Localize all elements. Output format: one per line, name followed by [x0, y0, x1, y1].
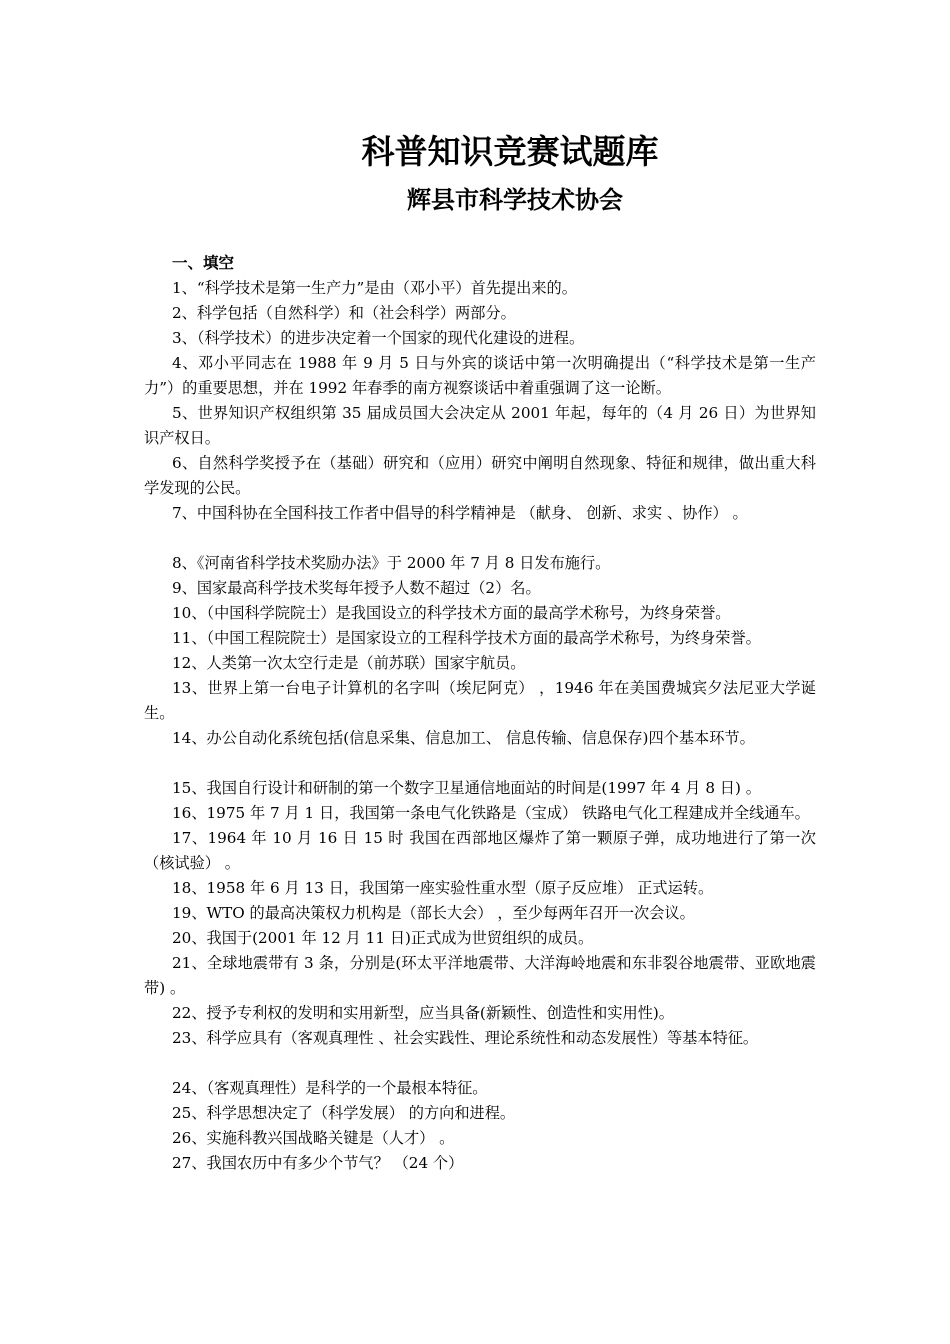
- question-item: 12、人类第一次太空行走是（前苏联）国家宇航员。: [172, 654, 526, 672]
- question-item: 15、我国自行设计和研制的第一个数字卫星通信地面站的时间是(1997 年 4 月 8 日) 。: [172, 779, 761, 797]
- section-heading: 一、填空: [172, 254, 235, 272]
- question-item: 25、科学思想决定了（科学发展） 的方向和进程。: [172, 1104, 516, 1122]
- paragraph-gap: [144, 751, 816, 776]
- document-subtitle: 辉县市科学技术协会: [407, 186, 623, 214]
- paragraph-gap: [144, 526, 816, 551]
- question-item: 2、科学包括（自然科学）和（社会科学）两部分。: [172, 304, 516, 322]
- question-item: 24、（客观真理性）是科学的一个最根本特征。: [172, 1079, 488, 1097]
- question-item: 7、中国科协在全国科技工作者中倡导的科学精神是 （献身、 创新、求实 、协作） 。: [172, 504, 748, 522]
- question-item: 10、（中国科学院院士）是我国设立的科学技术方面的最高学术称号，为终身荣誉。: [172, 604, 731, 622]
- question-item: 19、WTO 的最高决策权力机构是（部长大会） ，至少每两年召开一次会议。: [172, 904, 695, 922]
- question-item: 6、自然科学奖授予在（基础）研究和（应用）研究中阐明自然现象、特征和规律，做出重大科学发现的公民。: [144, 454, 816, 497]
- question-item: 18、1958 年 6 月 13 日，我国第一座实验性重水型（原子反应堆） 正式运转。: [172, 879, 714, 897]
- question-item: 17、1964 年 10 月 16 日 15 时 我国在西部地区爆炸了第一颗原子弹，成功地进行了第一次（核试验） 。: [144, 829, 816, 872]
- question-item: 27、我国农历中有多少个节气？ （24 个）: [172, 1154, 464, 1172]
- question-item: 20、我国于(2001 年 12 月 11 日)正式成为世贸组织的成员。: [172, 929, 594, 947]
- document-title: 科普知识竞赛试题库: [361, 132, 659, 171]
- question-item: 16、1975 年 7 月 1 日，我国第一条电气化铁路是（宝成） 铁路电气化工程建成并全线通车。: [172, 804, 810, 822]
- question-item: 14、办公自动化系统包括(信息采集、信息加工、 信息传输、信息保存)四个基本环节。: [172, 729, 755, 747]
- question-item: 13、世界上第一台电子计算机的名字叫（埃尼阿克） ，1946 年在美国费城宾夕法尼亚大学诞生。: [144, 679, 816, 722]
- document-body: [144, 251, 816, 1176]
- question-item: 11、（中国工程院院士）是国家设立的工程科学技术方面的最高学术称号，为终身荣誉。: [172, 629, 761, 647]
- question-item: 3、（科学技术）的进步决定着一个国家的现代化建设的进程。: [172, 329, 585, 347]
- question-item: 9、国家最高科学技术奖每年授予人数不超过（2）名。: [172, 579, 541, 597]
- question-item: 1、“科学技术是第一生产力”是由（邓小平）首先提出来的。: [172, 279, 577, 297]
- question-item: 26、实施科教兴国战略关键是（人才） 。: [172, 1129, 455, 1147]
- question-item: 21、全球地震带有 3 条，分别是(环太平洋地震带、大洋海岭地震和东非裂谷地震带、亚欧地震带) 。: [144, 954, 816, 997]
- question-item: 8、《河南省科学技术奖励办法》于 2000 年 7 月 8 日发布施行。: [172, 554, 611, 572]
- paragraph-gap: [144, 1051, 816, 1076]
- question-item: 22、授予专利权的发明和实用新型，应当具备(新颖性、创造性和实用性)。: [172, 1004, 674, 1022]
- question-item: 23、科学应具有（客观真理性 、社会实践性、理论系统性和动态发展性）等基本特征。: [172, 1029, 759, 1047]
- question-item: 4、邓小平同志在 1988 年 9 月 5 日与外宾的谈话中第一次明确提出（“科学技术是第一生产力”）的重要思想，并在 1992 年春季的南方视察谈话中着重强调了这一论断。: [144, 354, 816, 397]
- question-item: 5、世界知识产权组织第 35 届成员国大会决定从 2001 年起，每年的（4 月 26 日）为世界知识产权日。: [144, 404, 816, 447]
